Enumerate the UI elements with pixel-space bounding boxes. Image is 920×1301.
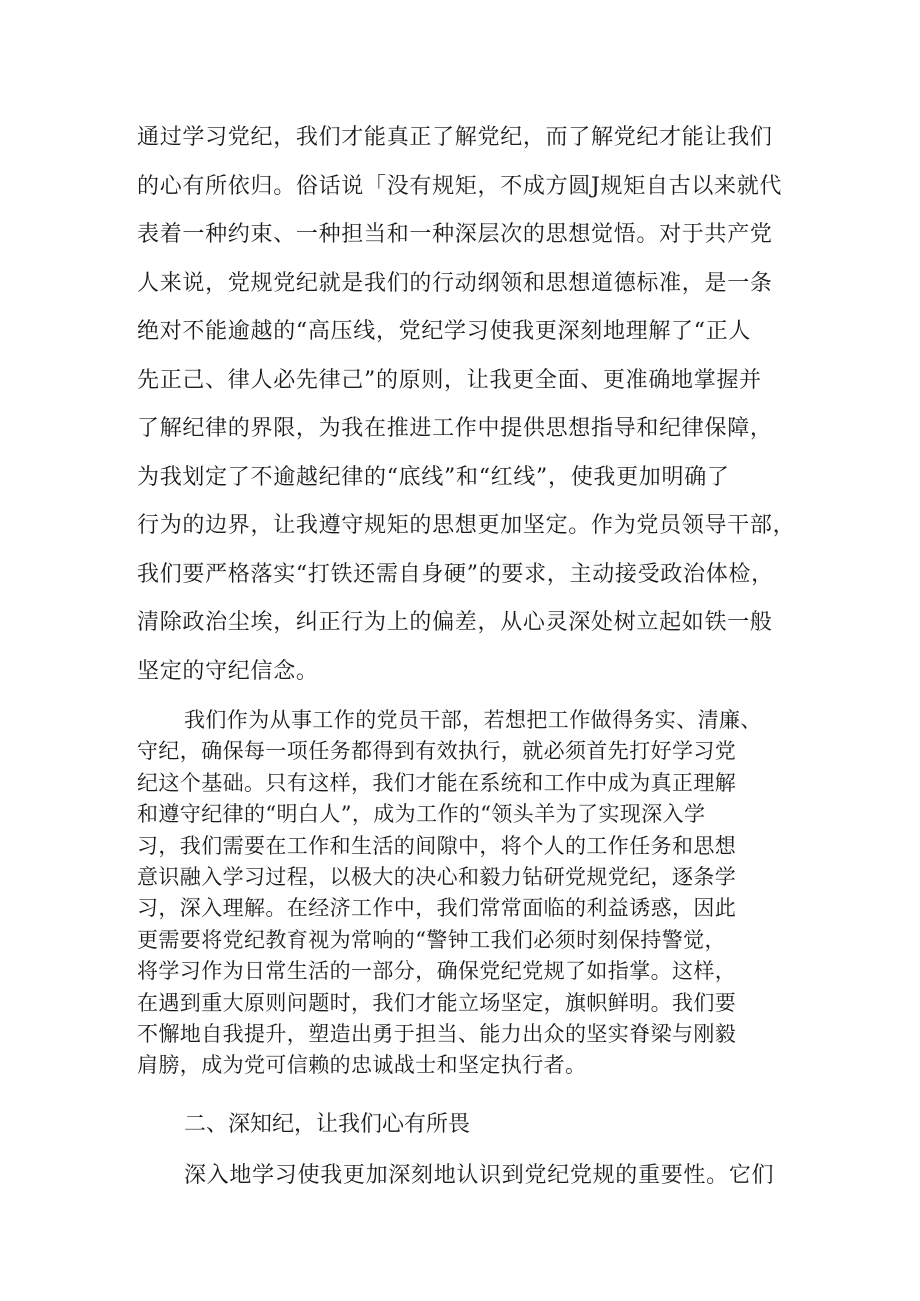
- text-line: 习，深入理解。在经济工作中，我们常常面临的利益诱惑，因此: [137, 896, 737, 921]
- text-line: 纪这个基础。只有这样，我们才能在系统和工作中成为真正理解: [137, 770, 737, 795]
- text-line: 将学习作为日常生活的一部分，确保党纪党规了如指掌。这样，: [137, 959, 737, 984]
- text-line: 深入地学习使我更加深刻地认识到党纪党规的重要性。它们: [184, 1163, 775, 1188]
- text-line: 行为的边界，让我遵守规矩的思想更加坚定。作为党员领导干部，: [137, 513, 796, 538]
- text-line: 守纪，确保每一项任务都得到有效执行，就必须首先打好学习党: [137, 739, 737, 764]
- text-line: 清除政治尘埃，纠正行为上的偏差，从心灵深处树立起如铁一般: [137, 610, 773, 635]
- text-line: 更需要将党纪教育视为常响的“警钟工我们必须时刻保持警觉，: [137, 927, 726, 952]
- text-line: 习，我们需要在工作和生活的间隙中，将个人的工作任务和思想: [137, 833, 737, 858]
- text-line: 意识融入学习过程，以极大的决心和毅力钻研党规党纪，逐条学: [137, 864, 737, 889]
- text-line: 先正己、律人必先律己”的原则，让我更全面、更准确地掌握并: [137, 367, 762, 393]
- paragraph-3: [184, 1156, 804, 1196]
- paragraph-1: [137, 118, 797, 700]
- text-line: 了解纪律的界限，为我在推进工作中提供思想指导和纪律保障，: [137, 416, 773, 441]
- text-line: 绝对不能逾越的“高压线，党纪学习使我更深刻地理解了“正人: [137, 319, 752, 344]
- text-line: 在遇到重大原则问题时，我们才能立场坚定，旗帜鲜明。我们要: [137, 990, 737, 1015]
- text-line: 的心有所依归。俗话说「没有规矩，不成方圆J规矩自古以来就代: [137, 173, 783, 199]
- text-line: 我们作为从事工作的党员干部，若想把工作做得务实、清廉、: [184, 708, 762, 732]
- text-line: 为我划定了不逾越纪律的“底线”和“红线”，使我更加明确了: [137, 464, 730, 490]
- text-line: 和遵守纪律的“明白人”，成为工作的“领头羊为了实现深入学: [137, 802, 706, 827]
- text-line: 肩膀，成为党可信赖的忠诚战士和坚定执行者。: [137, 1053, 587, 1078]
- text-line: 不懈地自我提升，塑造出勇于担当、能力出众的坚实脊梁与刚毅: [137, 1021, 737, 1046]
- paragraph-2: [137, 705, 802, 1082]
- text-line: 表着一种约束、一种担当和一种深层次的思想觉悟。对于共产党: [137, 222, 773, 247]
- text-line: 我们要严格落实“打铁还需自身硬”的要求，主动接受政治体检，: [137, 561, 774, 587]
- text-line: 通过学习党纪，我们才能真正了解党纪，而了解党纪才能让我们: [137, 125, 773, 150]
- text-line: 坚定的守纪信念。: [137, 658, 319, 684]
- section-heading: 二、深知纪，让我们心有所畏: [184, 1112, 471, 1137]
- text-line: 人来说，党规党纪就是我们的行动纲领和思想道德标准，是一条: [137, 270, 773, 296]
